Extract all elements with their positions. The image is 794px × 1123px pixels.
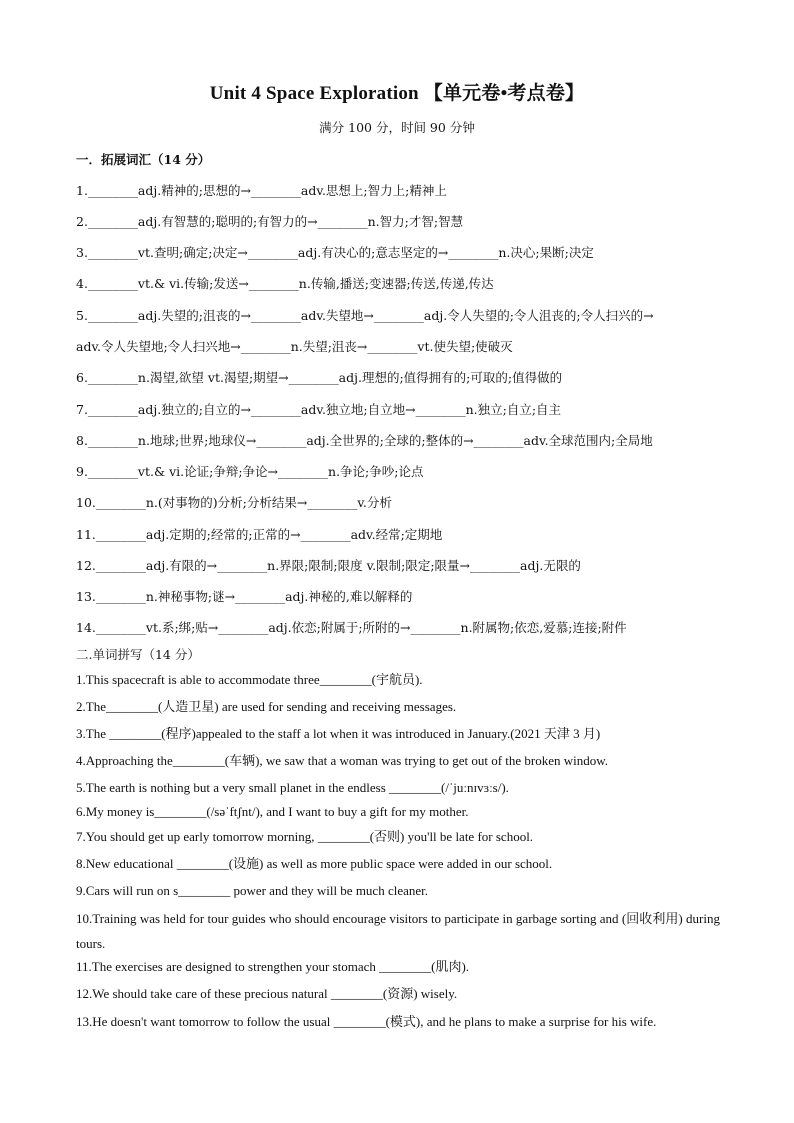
spelling-item-4: 4.Approaching the________(车辆), we saw that a woman was trying to get out of the broken window. bbox=[76, 753, 609, 768]
vocab-item-14: 14.________vt.系;绑;贴→________adj.依恋;附属于;所附的→________n.附属物;依恋,爱慕;连接;附件 bbox=[76, 620, 627, 635]
vocab-item-5: 5.________adj.失望的;沮丧的→________adv.失望地→________adj.令人失望的;令人沮丧的;令人扫兴的→ bbox=[76, 308, 654, 323]
page-subtitle: 满分 100 分，时间 90 分钟 bbox=[319, 120, 475, 135]
spelling-item-1: 1.This spacecraft is able to accommodate three________(宇航员). bbox=[76, 672, 423, 687]
spelling-item-5: 5.The earth is nothing but a very small planet in the endless ________(/ˈjuːnɪvɜːs/). bbox=[76, 780, 509, 795]
vocab-item-1: 1.________adj.精神的;思想的→________adv.思想上;智力上;精神上 bbox=[76, 183, 447, 198]
page-title: Unit 4 Space Exploration 【单元卷•考点卷】 bbox=[209, 83, 585, 104]
vocab-item-4: 4.________vt.& vi.传输;发送→________n.传输,播送;变速器;传送,传递,传达 bbox=[76, 276, 494, 291]
section-heading-spelling: 二.单词拼写（14 分） bbox=[76, 647, 200, 662]
vocab-item-11: 11.________adj.定期的;经常的;正常的→________adv.经常;定期地 bbox=[76, 527, 443, 542]
spelling-item-10: 10.Training was held for tour guides who should encourage visitors to participate in garbage sorting and (回收利用) during tours. bbox=[76, 911, 720, 951]
spelling-item-11: 11.The exercises are designed to strengthen your stomach ________(肌肉). bbox=[76, 959, 470, 974]
vocab-item-5-continued: adv.令人失望地;令人扫兴地→________n.失望;沮丧→________vt.使失望;使破灭 bbox=[76, 339, 513, 354]
spelling-item-12: 12.We should take care of these precious natural ________(资源) wisely. bbox=[76, 986, 458, 1001]
vocab-item-6: 6.________n.渴望,欲望 vt.渴望;期望→________adj.理想的;值得拥有的;可取的;值得做的 bbox=[76, 370, 563, 385]
vocab-item-2: 2.________adj.有智慧的;聪明的;有智力的→________n.智力;才智;智慧 bbox=[76, 214, 464, 229]
spelling-item-9: 9.Cars will run on s________ power and they will be much cleaner. bbox=[76, 883, 429, 898]
vocab-item-10: 10.________n.(对事物的)分析;分析结果→________v.分析 bbox=[76, 495, 392, 510]
vocab-item-13: 13.________n.神秘事物;谜→________adj.神秘的,难以解释的 bbox=[76, 589, 413, 604]
spelling-item-3: 3.The ________(程序)appealed to the staff a lot when it was introduced in January.(2021 天津 3 月) bbox=[76, 726, 601, 741]
vocab-item-8: 8.________n.地球;世界;地球仪→________adj.全世界的;全球的;整体的→________adv.全球范围内;全局地 bbox=[76, 433, 653, 448]
spelling-item-8: 8.New educational ________(设施) as well as more public space were added in our school. bbox=[76, 856, 553, 871]
spelling-item-6: 6.My money is________(/səˈftʃnt/), and I want to buy a gift for my mother. bbox=[76, 804, 469, 819]
vocab-item-3: 3.________vt.查明;确定;决定→________adj.有决心的;意志坚定的→________n.决心;果断;决定 bbox=[76, 245, 594, 260]
section-heading-vocabulary: 一．拓展词汇（14 分） bbox=[76, 152, 211, 167]
vocab-item-7: 7.________adj.独立的;自立的→________adv.独立地;自立地→________n.独立;自立;自主 bbox=[76, 402, 562, 417]
vocab-item-12: 12.________adj.有限的→________n.界限;限制;限度 v.限制;限定;限量→________adj.无限的 bbox=[76, 558, 581, 573]
spelling-item-13: 13.He doesn't want tomorrow to follow the usual ________(模式), and he plans to make a surprise for his wife. bbox=[76, 1014, 657, 1029]
vocab-item-9: 9.________vt.& vi.论证;争辩;争论→________n.争论;争吵;论点 bbox=[76, 464, 424, 479]
spelling-item-2: 2.The________(人造卫星) are used for sending and receiving messages. bbox=[76, 699, 457, 714]
spelling-item-7: 7.You should get up early tomorrow morning, ________(否则) you'll be late for school. bbox=[76, 829, 534, 844]
